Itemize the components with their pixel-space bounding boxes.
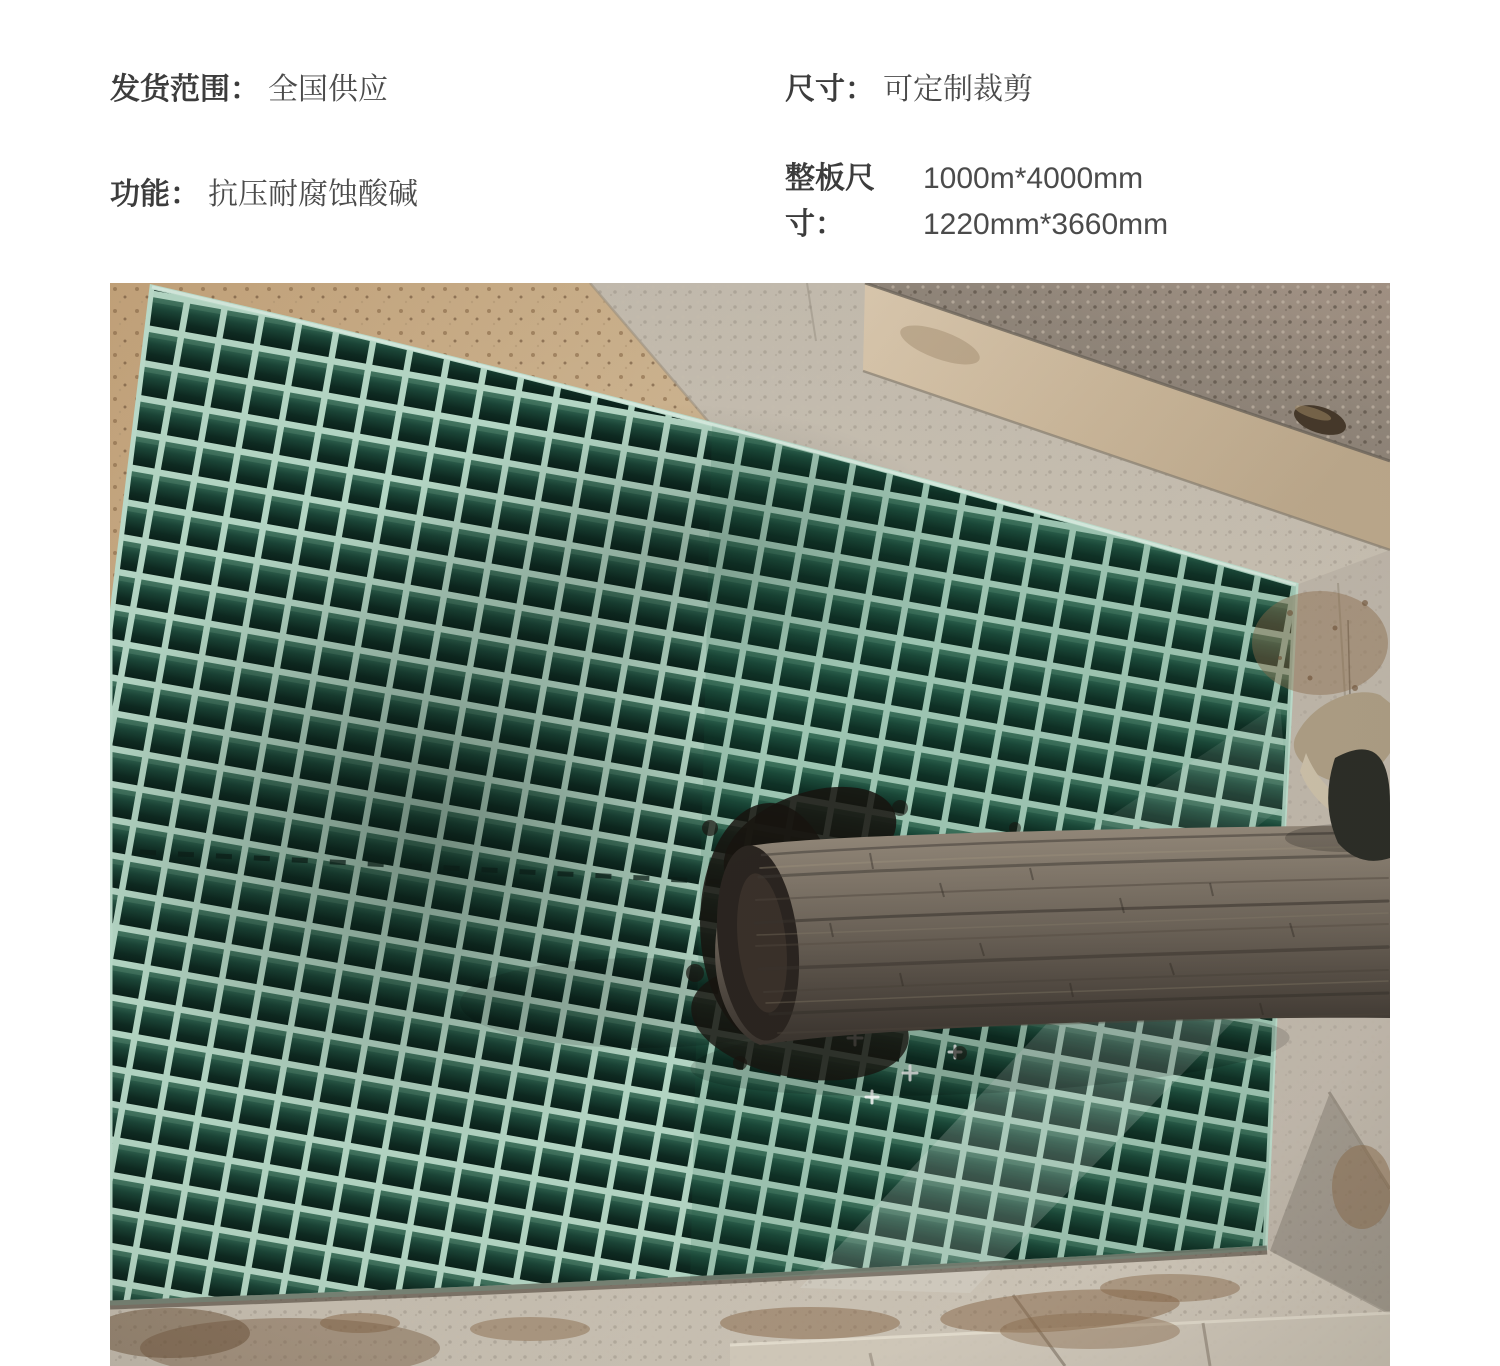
spec-value: 可定制裁剪	[883, 73, 1033, 106]
spec-value: 全国供应	[268, 73, 388, 106]
spec-label: 尺寸：	[785, 73, 875, 106]
spec-label: 功能：	[110, 178, 200, 211]
product-photo	[110, 283, 1390, 1366]
spec-value-list	[923, 156, 1168, 248]
product-photo-canvas	[110, 283, 1390, 1366]
spec-label: 发货范围：	[110, 73, 260, 106]
spec-row-board-size	[785, 156, 1168, 248]
photo-vignette	[110, 283, 1390, 1366]
spec-row-shipping	[110, 64, 388, 108]
board-size-line-1: 1000m*4000mm	[923, 162, 1144, 195]
spec-value: 抗压耐腐蚀酸碱	[208, 178, 418, 211]
spec-label: 整板尺寸：	[785, 162, 875, 241]
spec-row-size	[785, 64, 1033, 108]
board-size-line-2: 1220mm*3660mm	[923, 208, 1169, 241]
spec-row-function	[110, 169, 418, 213]
